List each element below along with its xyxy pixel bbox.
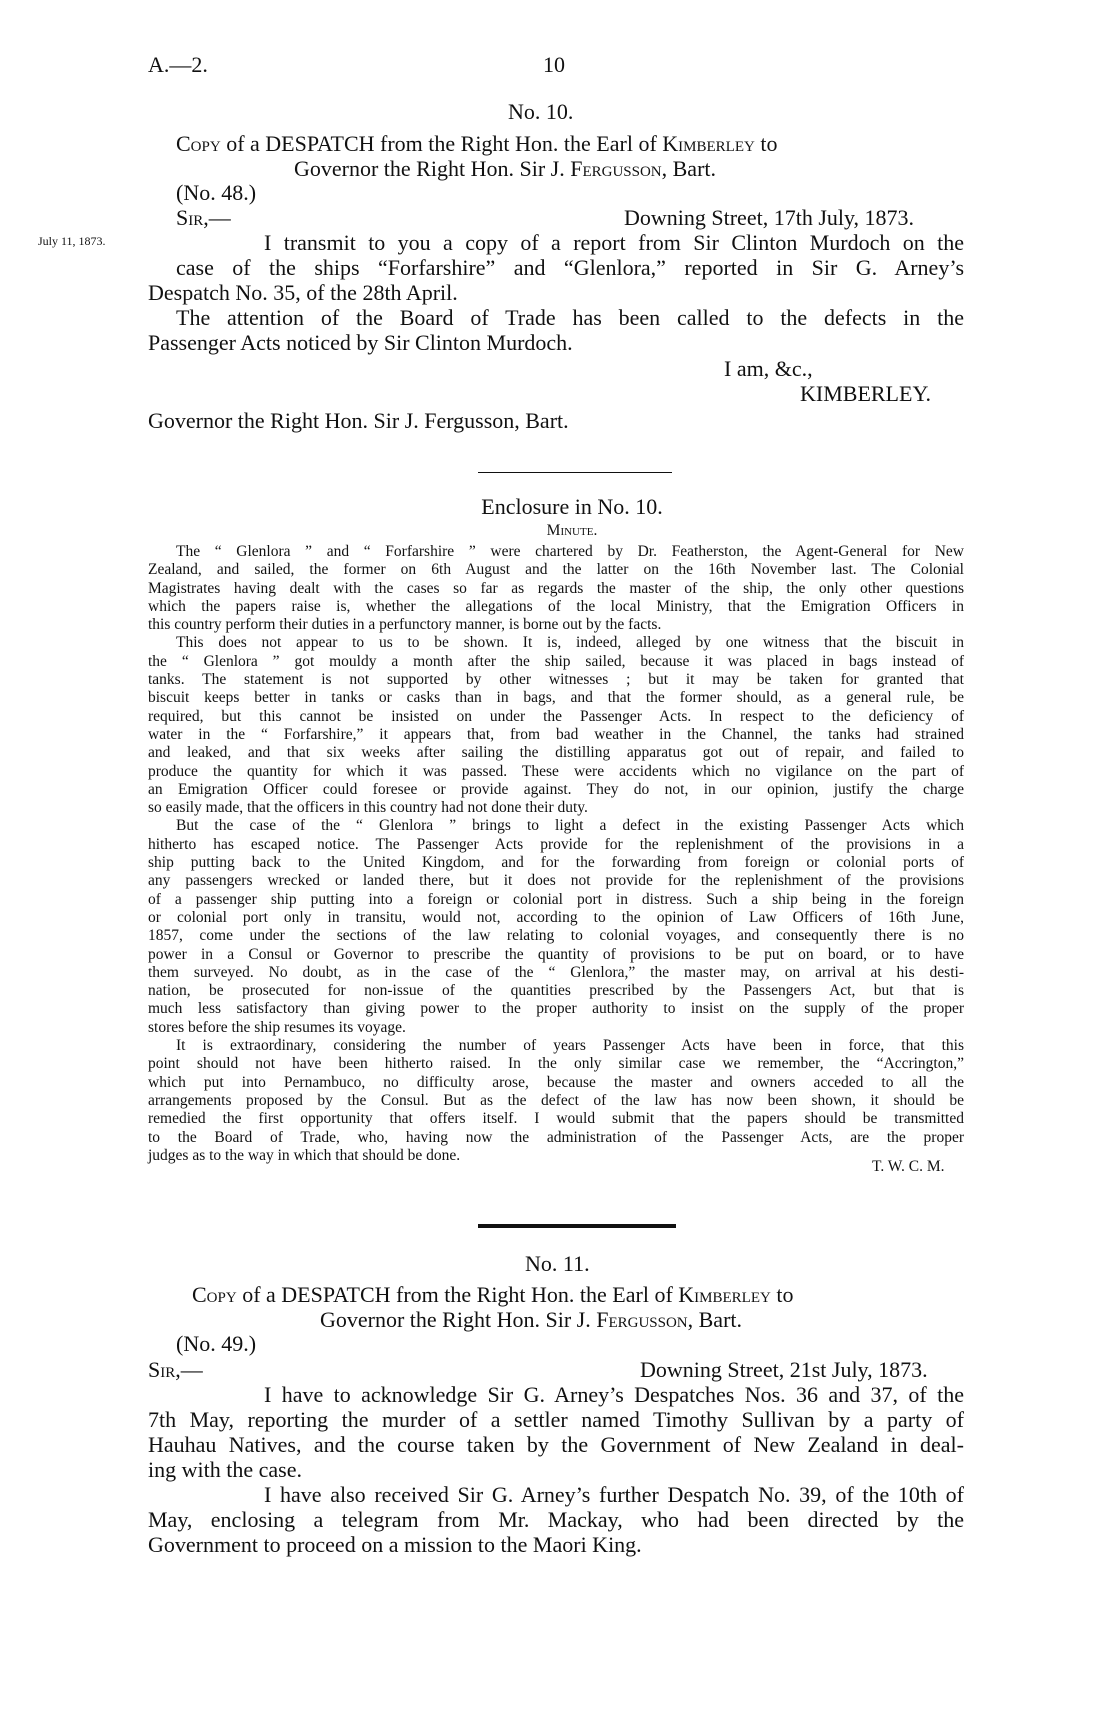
minute-line: 1857, come under the sections of the law relating to colonial voyages, and consequently there is no: [148, 927, 964, 945]
minute-line: and leaked, and that six weeks after sailing the distilling apparatus got out of repair, and failed to: [148, 744, 964, 762]
paragraph-line: Passenger Acts noticed by Sir Clinton Murdoch.: [148, 330, 573, 355]
minute-heading: Minute.: [546, 522, 598, 539]
minute-line: of a passenger ship putting into a foreign or colonial port in distress. Such a ship being in the foreign: [148, 890, 964, 908]
paragraph-line: Despatch No. 35, of the 28th April.: [148, 280, 458, 305]
despatch-11-salutation: Sir,—: [148, 1357, 203, 1382]
minute-line: Magistrates having dealt with the cases so far as regards the master of the ship, the only other questions: [148, 579, 964, 597]
paragraph-line: Hauhau Natives, and the course taken by the Government of New Zealand in deal-: [148, 1432, 964, 1457]
title-copy: Copy: [176, 131, 221, 156]
minute-line: required, but this cannot be insisted on under the Passenger Acts. In respect to the deficiency of: [148, 707, 964, 725]
despatch-number-10: No. 10.: [508, 99, 574, 124]
minute-line: remedied the first opportunity that offers itself. I would submit that the papers should be transmitted: [148, 1110, 964, 1128]
title-to: to: [776, 1282, 794, 1307]
minute-line: point should not have been hitherto raised. In the only similar case we remember, the “Accrington,”: [148, 1055, 964, 1073]
title-kimberley: Kimberley: [678, 1282, 771, 1307]
minute-line: or colonial port only in transitu, would not, according to the opinion of Law Officers of 16th June,: [148, 908, 964, 926]
despatch-11-ref-no: (No. 49.): [176, 1331, 257, 1356]
despatch-10-body: [148, 230, 964, 355]
minute-line: much less satisfactory than giving power to the proper authority to insist on the supply of the proper: [148, 1000, 964, 1018]
minute-line: which put into Pernambuco, no difficulty arose, because the master and owners acceded to all the: [148, 1073, 964, 1091]
paragraph-line: I have also received Sir G. Arney’s further Despatch No. 39, of the 10th of: [264, 1482, 964, 1507]
title-copy: Copy: [192, 1282, 237, 1307]
addressee: Governor the Right Hon. Sir J. Fergusson, Bart.: [148, 408, 569, 433]
minute-heading-wrap: [0, 522, 1114, 540]
paragraph-line: ing with the case.: [148, 1457, 302, 1482]
minute-line: which the papers raise is, whether the allegations of the local Ministry, that the Emigration Officers in: [148, 597, 964, 615]
paragraph-line: I have to acknowledge Sir G. Arney’s Despatches Nos. 36 and 37, of the: [264, 1382, 964, 1407]
despatch-10-salutation: Sir,—: [176, 205, 231, 230]
title-fergusson: Fergusson: [596, 1307, 688, 1332]
minute-line: Zealand, and sailed, the former on 6th August and the latter on the 16th November last. The Colonial: [148, 561, 964, 579]
enclosure-title: Enclosure in No. 10.: [481, 494, 663, 519]
paragraph-line: case of the ships “Forfarshire” and “Glenlora,” reported in Sir G. Arney’s: [176, 255, 964, 280]
minute-line: nation, be prosecuted for non-issue of the quantities prescribed by the Passengers Act, but that is: [148, 982, 964, 1000]
title-line2a: Governor the Right Hon. Sir J.: [294, 156, 565, 181]
minute-line: But the case of the “ Glenlora ” brings to light a defect in the existing Passenger Acts which: [176, 817, 964, 835]
minute-line: produce the quantity for which it was passed. These were accidents which no vigilance on the part of: [148, 762, 964, 780]
minute-line: biscuit keeps better in tanks or casks than in bags, and that the former should, as a general rule, be: [148, 689, 964, 707]
despatch-10-title: [176, 131, 964, 181]
paragraph-line: Government to proceed on a mission to the Maori King.: [148, 1532, 642, 1557]
minute-line: them surveyed. No doubt, as in the case of the “ Glenlora,” the master may, on arrival at his desti-: [148, 963, 964, 981]
title-line1: of a DESPATCH from the Right Hon. the Earl of: [242, 1282, 673, 1307]
minute-line: stores before the ship resumes its voyage.: [148, 1018, 406, 1036]
minute-line: ship putting back to the United Kingdom, and for the forwarding from foreign or colonial ports of: [148, 854, 964, 872]
minute-line: tanks. The statement is not supported by other witnesses ; but it may be taken for granted that: [148, 671, 964, 689]
minute-line: The “ Glenlora ” and “ Forfarshire ” were chartered by Dr. Featherston, the Agent-General for New: [176, 543, 964, 560]
margin-date: July 11, 1873.: [38, 234, 106, 248]
minute-line: arrangements proposed by the Consul. But as the defect of the law has now been shown, it should be: [148, 1091, 964, 1109]
despatch-10-ref-no: (No. 48.): [176, 180, 257, 205]
despatch-11-title: [192, 1282, 980, 1332]
despatch-11-body: [148, 1382, 964, 1557]
title-line1: of a DESPATCH from the Right Hon. the Earl of: [226, 131, 657, 156]
enclosure-title-wrap: [0, 494, 1114, 519]
minute-line: This does not appear to us to be shown. It is, indeed, alleged by one witness that the biscuit in: [176, 634, 964, 652]
minute-line: water in the “ Forfarshire,” it appears that, from bad weather in the Channel, the tanks had strained: [148, 725, 964, 743]
page-number: 10: [543, 52, 565, 77]
title-to: to: [760, 131, 778, 156]
title-line2b: , Bart.: [687, 1307, 743, 1332]
despatch-11-date: Downing Street, 21st July, 1873.: [640, 1357, 928, 1382]
title-line2b: , Bart.: [661, 156, 717, 181]
minute-line: an Emigration Officer could foresee or provide against. They do not, in our opinion, justify the charge: [148, 780, 964, 798]
minute-line: to the Board of Trade, who, having now the administration of the Passenger Acts, are the proper: [148, 1128, 964, 1146]
minute-line: any passengers wrecked or landed there, but it does not provide for the replenishment of the provisions: [148, 872, 964, 890]
signature: KIMBERLEY.: [800, 381, 931, 406]
minute-initials: T. W. C. M.: [872, 1158, 945, 1175]
despatch-number-11: No. 11.: [525, 1251, 590, 1276]
despatch-10-date: Downing Street, 17th July, 1873.: [624, 205, 915, 230]
section-divider: [478, 472, 672, 473]
minute-body: [148, 543, 964, 1165]
paragraph-line: 7th May, reporting the murder of a settler named Timothy Sullivan by a party of: [148, 1407, 964, 1432]
document-reference: A.—2.: [148, 52, 208, 77]
title-kimberley: Kimberley: [662, 131, 755, 156]
section-divider-thick: [478, 1224, 676, 1228]
minute-line: It is extraordinary, considering the number of years Passenger Acts have been in force, that this: [176, 1037, 964, 1055]
minute-line: the “ Glenlora ” got mouldy a month after the ship sailed, because it was placed in bags instead of: [148, 652, 964, 670]
paragraph-line: I transmit to you a copy of a report from Sir Clinton Murdoch on the: [264, 230, 964, 255]
paragraph-line: The attention of the Board of Trade has been called to the defects in the: [176, 305, 964, 330]
minute-line: hitherto has escaped notice. The Passenger Acts provide for the replenishment of the provisions in a: [148, 835, 964, 853]
title-fergusson: Fergusson: [570, 156, 662, 181]
minute-line: power in a Consul or Governor to prescribe the quantity of provisions to be put on board, or to have: [148, 945, 964, 963]
closing: I am, &c.,: [724, 356, 813, 381]
minute-line: so easily made, that the officers in this country had not done their duty.: [148, 799, 588, 817]
minute-line: this country perform their duties in a perfunctory manner, is borne out by the facts.: [148, 616, 662, 634]
title-line2a: Governor the Right Hon. Sir J.: [320, 1307, 591, 1332]
minute-line: judges as to the way in which that should be done.: [148, 1146, 461, 1164]
paragraph-line: May, enclosing a telegram from Mr. Mackay, who had been directed by the: [148, 1507, 964, 1532]
